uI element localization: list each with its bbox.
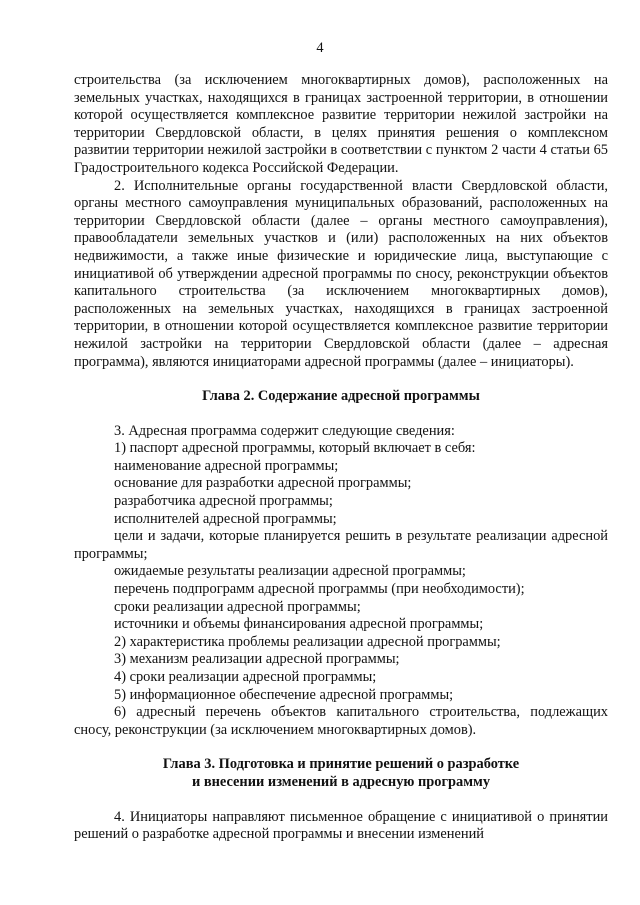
chapter-3-heading <box>74 756 608 791</box>
list-item: наименование адресной программы; <box>114 457 339 474</box>
list-item: исполнителей адресной программы; <box>114 510 337 527</box>
list-item: 4) сроки реализации адресной программы; <box>114 669 377 685</box>
list-item: перечень подпрограмм адресной программы (при необходимости); <box>114 581 525 598</box>
list-item: сроки реализации адресной программы; <box>114 598 361 615</box>
list-item: 1) паспорт адресной программы, который включает в себя: <box>114 440 476 457</box>
list-item: 3. Адресная программа содержит следующие сведения: <box>114 422 455 439</box>
list-item: 2) характеристика проблемы реализации адресной программы; <box>114 633 501 650</box>
list-item: источники и объемы финансирования адресной программы; <box>114 616 484 633</box>
paragraph-4: 4. Инициаторы направляют письменное обращение с инициативой о принятии решений о разработке адресной программы и внесении изменений <box>74 808 608 843</box>
chapter-3-heading-line-2: и внесении изменений в адресную программу <box>191 773 491 790</box>
paragraph-2: 2. Исполнительные органы государственной власти Свердловской области, органы местного самоуправления муниципальных образований, расположенных на территории Свердловской области (далее – органы местного самоуправления), правообладатели земельных участков и (или) расположенных на них объектов недвижимости, а также иные физические и юридические лица, выступающие с инициативой об утверждении адресной программы по сносу, реконструкции объектов капитального строительства (за исключением многоквартирных домов), расположенных на земельных участках, находящихся в границах застроенной территории, в отношении которой осуществляется комплексное развитие территории нежилой застройки на территории Свердловской области (далее – адресная программа), являются инициаторами адресной программы (далее – инициаторы). <box>74 177 608 370</box>
paragraph-continuation: строительства (за исключением многоквартирных домов), расположенных на земельных участках, находящихся в границах застроенной территории, в отношении которой осуществляется комплексное развитие территории нежилой застройки на территории Свердловской области, в целях принятия решения о комплексном развитии территории нежилой застройки в соответствии с пунктом 2 части 4 статьи 65 Градостроительного кодекса Российской Федерации. <box>74 72 608 176</box>
document-body <box>74 72 608 844</box>
list-item: 3) механизм реализации адресной программы; <box>114 651 400 668</box>
list-item: разработчика адресной программы; <box>114 493 333 510</box>
list-item: ожидаемые результаты реализации адресной программы; <box>114 563 466 580</box>
chapter-2-heading: Глава 2. Содержание адресной программы <box>202 388 480 405</box>
list-item: 5) информационное обеспечение адресной программы; <box>114 686 454 703</box>
list-item: цели и задачи, которые планируется решить в результате реализации адресной программы; <box>74 528 608 562</box>
list-item: 6) адресный перечень объектов капитального строительства, подлежащих сносу, реконструкции (за исключением многоквартирных домов). <box>74 704 608 738</box>
list-item: основание для разработки адресной программы; <box>114 475 412 492</box>
chapter-3-heading-line-1: Глава 3. Подготовка и принятие решений о разработке <box>162 756 520 773</box>
page-number: 4 <box>316 40 324 56</box>
